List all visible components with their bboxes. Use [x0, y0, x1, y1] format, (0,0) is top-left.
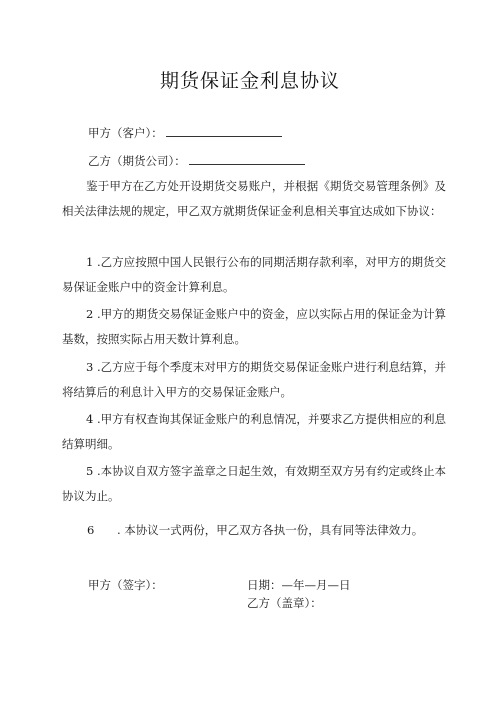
party-b-seal-label: 乙方（盖章）： — [247, 596, 322, 610]
clause-3 — [62, 355, 446, 404]
date-label: 日期：—年—月—日 — [247, 578, 351, 592]
clause-5-text: 5 .本协议自双方签字盖章之日起生效，有效期至双方另有约定或终止本协议为止。 — [62, 464, 446, 503]
clause-2 — [62, 302, 446, 351]
document-title: 期货保证金利息协议 — [159, 70, 340, 92]
party-b-blank-line — [189, 152, 305, 165]
clause-6-number: 6 — [87, 523, 95, 537]
party-b-label: 乙方（期货公司）： — [88, 154, 186, 168]
preamble-paragraph — [62, 174, 446, 223]
clause-4 — [62, 407, 446, 456]
clause-2-text: 2 .甲方的期货交易保证金账户中的资金，应以实际占用的保证金为计算基数，按照实际占用天数计算利息。 — [62, 307, 446, 346]
party-a-signature-label: 甲方（签字）： — [88, 578, 163, 592]
preamble-text: 鉴于甲方在乙方处开设期货交易账户，并根据《期货交易管理条例》及相关法律法规的规定，甲乙双方就期货保证金利息相关事宜达成如下协议： — [62, 179, 446, 218]
clause-3-text: 3 .乙方应于每个季度末对甲方的期货交易保证金账户进行利息结算，并将结算后的利息计入甲方的交易保证金账户。 — [62, 360, 446, 399]
clause-1 — [62, 250, 446, 299]
clause-6 — [87, 522, 423, 538]
clause-5 — [62, 459, 446, 508]
clause-1-text: 1 .乙方应按照中国人民银行公布的同期活期存款利率，对甲方的期货交易保证金账户中的资金计算利息。 — [62, 255, 446, 294]
clause-4-text: 4 .甲方有权查询其保证金账户的利息情况，并要求乙方提供相应的利息结算明细。 — [62, 412, 446, 451]
party-a-label: 甲方（客户）： — [88, 126, 163, 140]
party-a-field — [88, 124, 282, 141]
party-b-field — [88, 152, 305, 169]
clause-6-text: . 本协议一式两份，甲乙双方各执一份，具有同等法律效力。 — [117, 523, 424, 537]
party-a-blank-line — [166, 124, 282, 137]
